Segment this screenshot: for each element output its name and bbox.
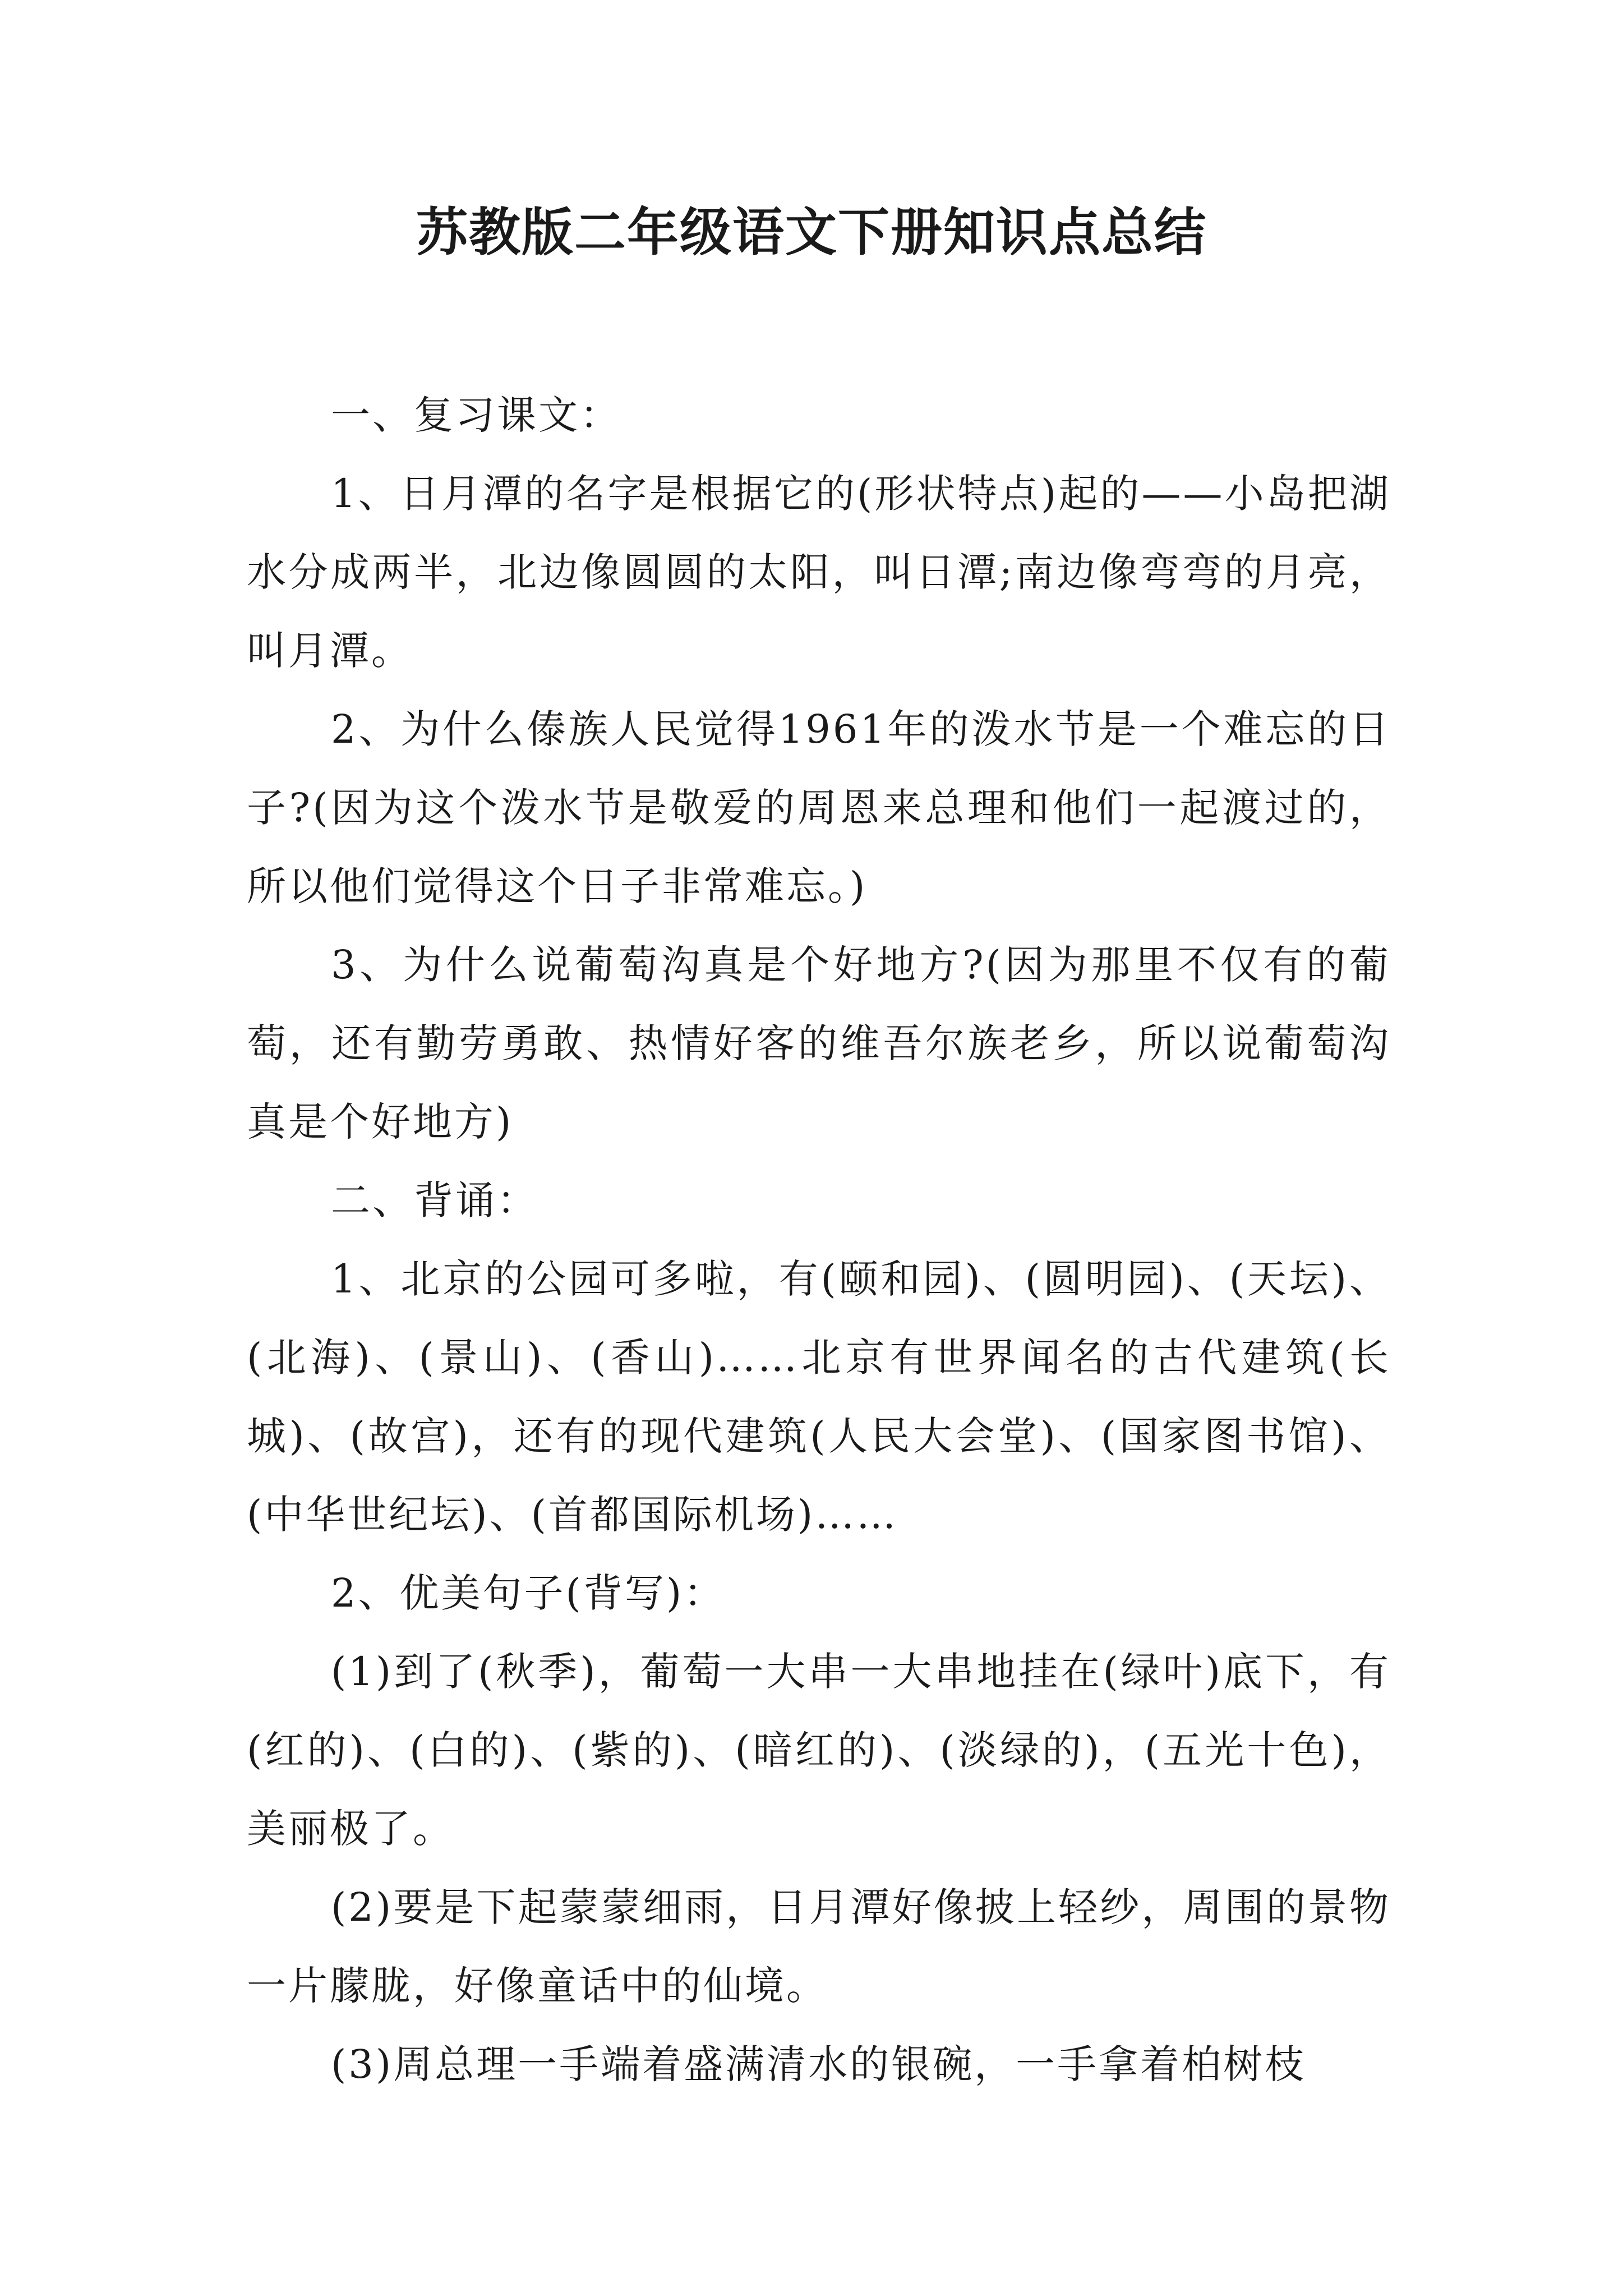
section-heading-recite: 二、背诵： bbox=[331, 1177, 538, 1223]
subsection-heading: 2、优美句子(背写)： bbox=[331, 1570, 726, 1616]
paragraph: 3、为什么说葡萄沟真是个好地方?(因为那里不仅有的葡萄，还有勤劳勇敢、热情好客的维吾尔族老乡，所以说葡萄沟真是个好地方) bbox=[247, 942, 1391, 1145]
paragraph: 1、日月潭的名字是根据它的(形状特点)起的——小岛把湖水分成两半，北边像圆圆的太阳，叫日潭;南边像弯弯的月亮，叫月潭。 bbox=[247, 471, 1391, 674]
paragraph: 1、北京的公园可多啦，有(颐和园)、(圆明园)、(天坛)、(北海)、(景山)、(香山)……北京有世界闻名的古代建筑(长城)、(故宫)，还有的现代建筑(人民大会堂)、(国家图书馆)、(中华世纪坛)、(首都国际机场)…… bbox=[247, 1256, 1391, 1538]
paragraph: (3)周总理一手端着盛满清水的银碗，一手拿着柏树枝 bbox=[331, 2041, 1307, 2087]
paragraph: (2)要是下起蒙蒙细雨，日月潭好像披上轻纱，周围的景物一片朦胧，好像童话中的仙境。 bbox=[247, 1884, 1391, 2009]
section-heading-review: 一、复习课文： bbox=[331, 392, 621, 438]
document-body bbox=[247, 376, 1391, 2104]
paragraph: (1)到了(秋季)，葡萄一大串一大串地挂在(绿叶)底下，有(红的)、(白的)、(紫的)、(暗红的)、(淡绿的)，(五光十色)，美丽极了。 bbox=[247, 1649, 1391, 1852]
paragraph: 2、为什么傣族人民觉得1961年的泼水节是一个难忘的日子?(因为这个泼水节是敬爱的周恩来总理和他们一起渡过的，所以他们觉得这个日子非常难忘。) bbox=[247, 706, 1391, 909]
document-title: 苏教版二年级语文下册知识点总结 bbox=[416, 203, 1207, 263]
